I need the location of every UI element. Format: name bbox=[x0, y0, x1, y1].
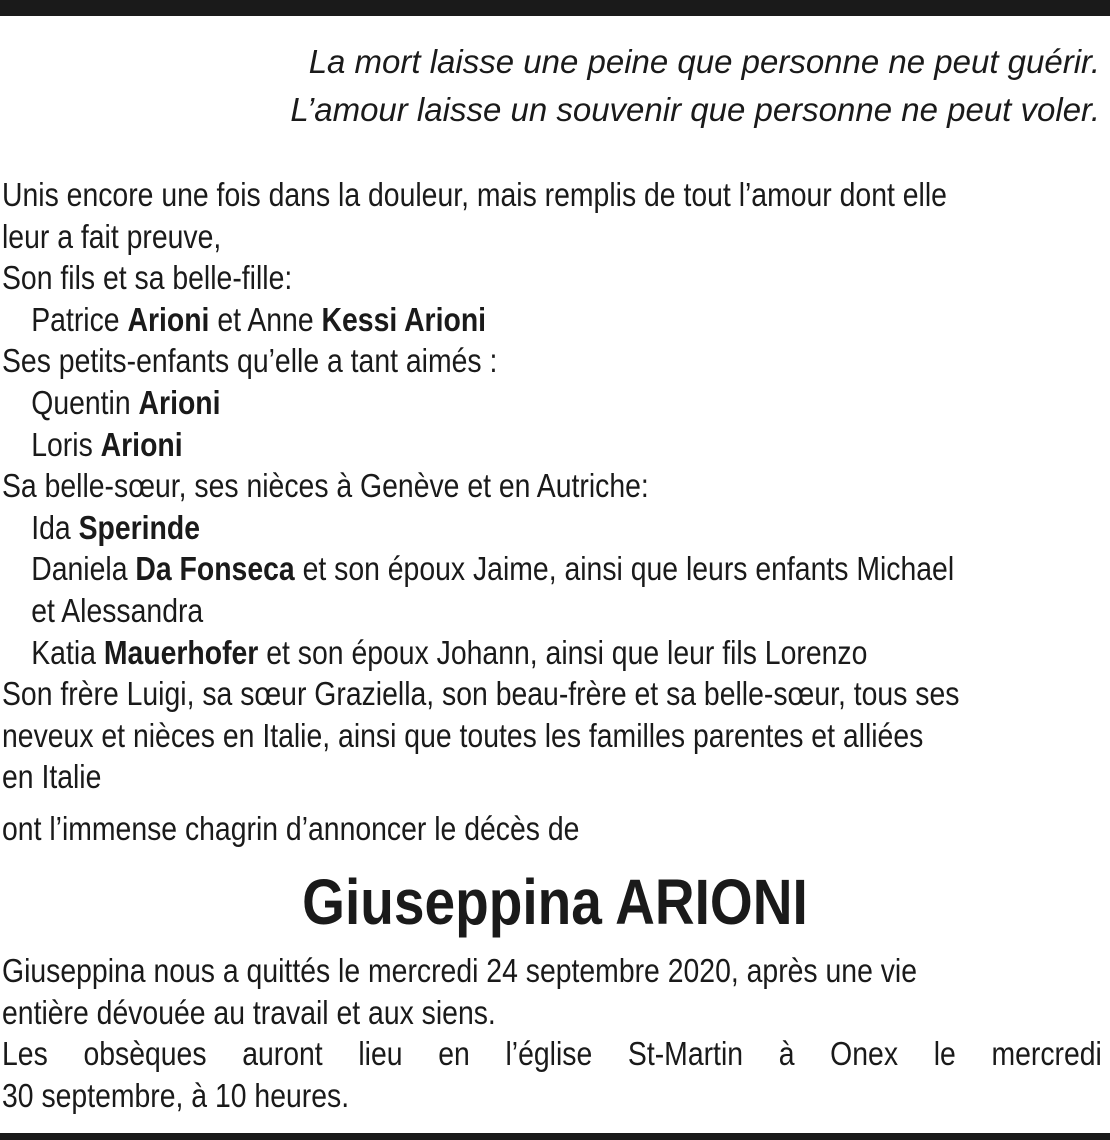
details-word: lieu bbox=[358, 1035, 403, 1073]
son-entry bbox=[2, 299, 1102, 341]
grandchild-entry bbox=[2, 382, 1102, 424]
relative-entry-ida bbox=[2, 507, 1102, 549]
son-heading: Son fils et sa belle-fille: bbox=[2, 259, 293, 297]
details-word: St-Martin bbox=[627, 1035, 744, 1073]
details-word: le bbox=[933, 1035, 956, 1073]
quote-line-1: La mort laisse une peine que personne ne peut guérir. bbox=[308, 43, 1100, 80]
relative-last-name: Da Fonseca bbox=[135, 550, 295, 588]
grandchildren-heading: Ses petits-enfants qu’elle a tant aimés : bbox=[2, 342, 498, 380]
relative-detail: et son époux Johann, ainsi que leur fils Lorenzo bbox=[266, 633, 868, 671]
details-word: obsèques bbox=[83, 1035, 207, 1073]
details-word: Onex bbox=[830, 1035, 899, 1073]
family-list bbox=[2, 174, 1102, 850]
relatives-heading: Sa belle-sœur, ses nièces à Genève et en Autriche: bbox=[2, 467, 649, 505]
relative-entry-daniela-cont: et Alessandra bbox=[31, 591, 204, 629]
details-line-3 bbox=[2, 1033, 1102, 1075]
relative-last-name: Sperinde bbox=[78, 508, 201, 546]
relative-detail: et son époux Jaime, ainsi que leurs enfants Michael bbox=[302, 550, 955, 588]
italy-line-2: neveux et nièces en Italie, ainsi que toutes les familles parentes et alliées bbox=[2, 716, 924, 754]
grandchild-entry bbox=[2, 424, 1102, 466]
details-line-4: 30 septembre, à 10 heures. bbox=[2, 1076, 350, 1114]
grandchild-first-name: Loris bbox=[31, 425, 93, 463]
top-border-rule bbox=[0, 0, 1110, 16]
grandchild-first-name: Quentin bbox=[31, 383, 131, 421]
relative-first-name: Ida bbox=[31, 508, 71, 546]
daughter-in-law-last-name: Kessi Arioni bbox=[321, 300, 487, 338]
funeral-details bbox=[2, 950, 1102, 1116]
relative-entry-katia bbox=[2, 632, 1102, 674]
son-first-name: Patrice bbox=[31, 300, 120, 338]
details-word: mercredi bbox=[991, 1035, 1102, 1073]
details-word: en bbox=[438, 1035, 470, 1073]
son-and: et Anne bbox=[217, 300, 314, 338]
grandchild-last-name: Arioni bbox=[100, 425, 183, 463]
deceased-name-heading bbox=[0, 862, 1110, 942]
announcement-text: ont l’immense chagrin d’annoncer le décès de bbox=[2, 809, 580, 847]
relative-entry-daniela bbox=[2, 548, 1102, 590]
bottom-border-rule bbox=[0, 1133, 1110, 1140]
grandchild-last-name: Arioni bbox=[138, 383, 221, 421]
son-last-name: Arioni bbox=[127, 300, 210, 338]
italy-line-1: Son frère Luigi, sa sœur Graziella, son beau-frère et sa belle-sœur, tous ses bbox=[2, 675, 960, 713]
deceased-name: Giuseppina ARIONI bbox=[302, 866, 808, 938]
details-line-2: entière dévouée au travail et aux siens. bbox=[2, 993, 496, 1031]
relative-first-name: Daniela bbox=[31, 550, 128, 588]
details-line-1: Giuseppina nous a quittés le mercredi 24 septembre 2020, après une vie bbox=[2, 952, 918, 989]
relative-first-name: Katia bbox=[31, 633, 96, 671]
details-word: auront bbox=[242, 1035, 323, 1073]
quote-line-2: L’amour laisse un souvenir que personne ne peut voler. bbox=[290, 91, 1100, 128]
details-word: l’église bbox=[505, 1035, 593, 1073]
details-word: à bbox=[778, 1035, 795, 1073]
intro-line-2: leur a fait preuve, bbox=[2, 217, 222, 255]
intro-line-1: Unis encore une fois dans la douleur, mais remplis de tout l’amour dont elle bbox=[2, 176, 947, 213]
details-word: Les bbox=[2, 1035, 48, 1073]
relative-last-name: Mauerhofer bbox=[103, 633, 259, 671]
italy-line-3: en Italie bbox=[2, 758, 102, 796]
